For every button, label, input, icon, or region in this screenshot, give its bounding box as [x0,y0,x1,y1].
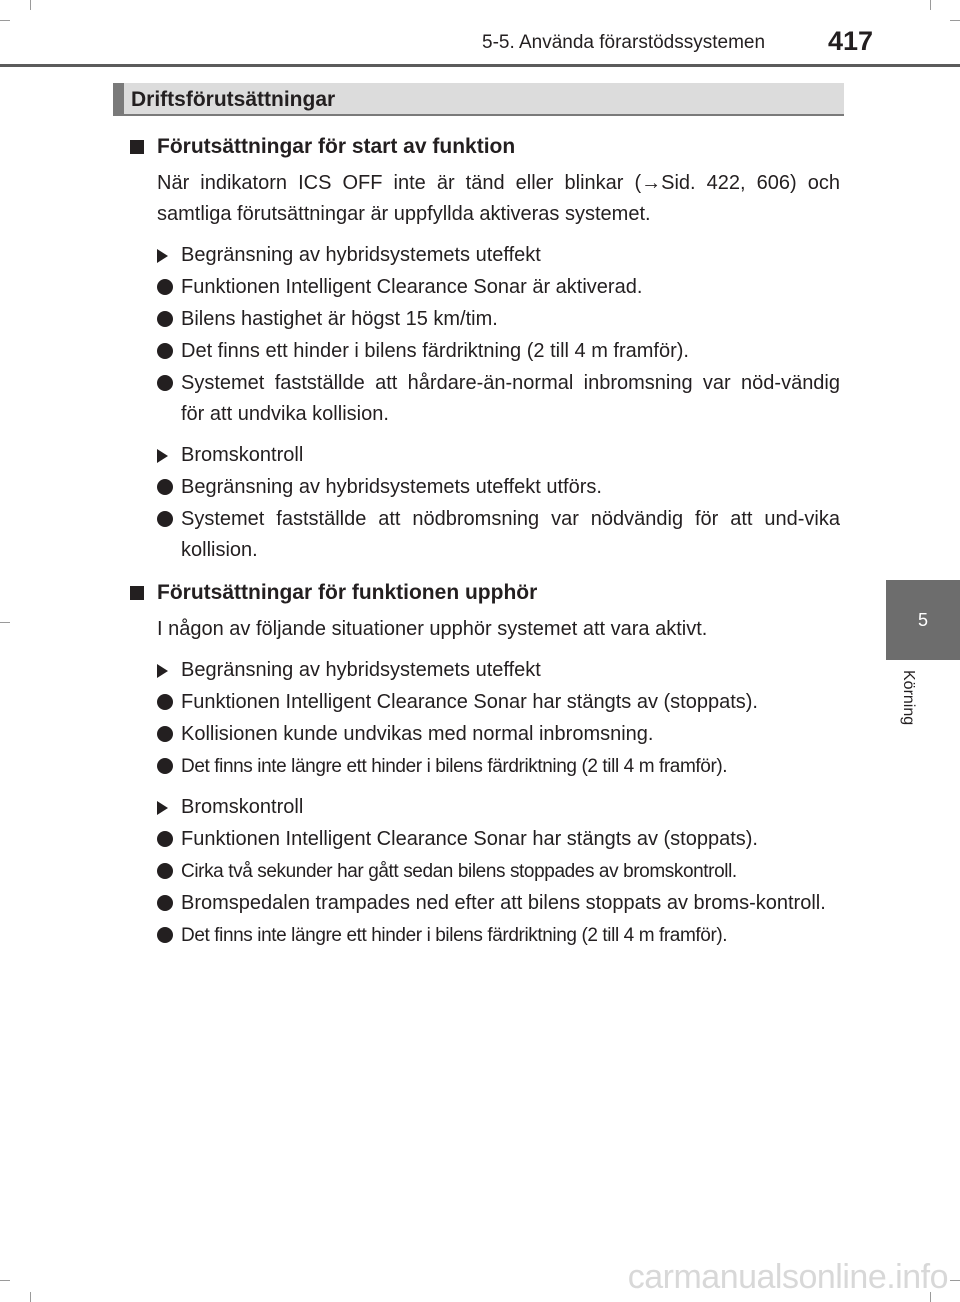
dot-bullet-icon [157,927,173,943]
list-item [130,751,840,782]
dot-bullet-icon [157,726,173,742]
list-item-text: Systemet fastställde att hårdare-än-normal inbromsning var nöd-vändig för att undvika kollision. [181,372,840,425]
group-title [130,655,840,686]
list-item-text: Funktionen Intelligent Clearance Sonar är aktiverad. [181,276,643,298]
section-header [113,83,844,116]
list-item [130,687,840,718]
section-header-bar [113,83,124,114]
crop-mark [950,1280,960,1281]
list-item-text: Funktionen Intelligent Clearance Sonar har stängts av (stoppats). [181,828,758,850]
chapter-tab-label: Körning [900,670,917,726]
list-item-text: Begränsning av hybridsystemets uteffekt utförs. [181,476,602,498]
crop-mark [0,20,10,21]
list-item [130,304,840,335]
dot-bullet-icon [157,279,173,295]
chapter-title: 5-5. Använda förarstödssystemen [482,32,766,53]
triangle-bullet-icon [157,801,168,815]
dot-bullet-icon [157,511,173,527]
crop-mark [0,622,10,623]
list-item-text: Bilens hastighet är högst 15 km/tim. [181,308,498,330]
group-title [130,792,840,823]
dot-bullet-icon [157,831,173,847]
subsection-heading [130,578,840,608]
list-item-text: Funktionen Intelligent Clearance Sonar har stängts av (stoppats). [181,691,758,713]
group-title [130,240,840,271]
dot-bullet-icon [157,694,173,710]
subsection-heading-text: Förutsättningar för start av funktion [157,135,516,158]
crop-mark [950,20,960,21]
watermark: carmanualsonline.info [627,1258,948,1296]
dot-bullet-icon [157,863,173,879]
subsection-heading [130,132,840,162]
list-item-text: Det finns inte längre ett hinder i bilens färdriktning (2 till 4 m framför). [181,925,728,946]
list-item [130,719,840,750]
list-item [130,336,840,367]
crop-mark [30,0,31,10]
crop-mark [930,0,931,10]
header-rule [0,64,960,67]
intro-paragraph: I någon av följande situationer upphör systemet att vara aktivt. [157,618,708,640]
list-item [130,888,840,919]
list-item [130,856,840,887]
square-bullet-icon [130,140,144,154]
dot-bullet-icon [157,895,173,911]
chapter-tab [886,580,960,660]
list-item [130,368,840,430]
group-title-text: Bromskontroll [181,444,304,466]
crop-mark [30,1292,31,1302]
group-title-text: Begränsning av hybridsystemets uteffekt [181,244,541,266]
group-title-text: Bromskontroll [181,796,304,818]
list-item [130,824,840,855]
square-bullet-icon [130,586,144,600]
triangle-bullet-icon [157,449,168,463]
list-item [130,920,840,951]
list-item-text: Det finns inte längre ett hinder i bilens färdriktning (2 till 4 m framför). [181,756,728,777]
triangle-bullet-icon [157,249,168,263]
intro-paragraph: När indikatorn ICS OFF inte är tänd eller blinkar (→Sid. 422, 606) och samtliga förutsättningar är uppfyllda aktiveras systemet. [157,172,840,225]
list-item-text: Kollisionen kunde undvikas med normal inbromsning. [181,723,654,745]
dot-bullet-icon [157,343,173,359]
list-item [130,272,840,303]
dot-bullet-icon [157,758,173,774]
list-item-text: Det finns ett hinder i bilens färdriktning (2 till 4 m framför). [181,340,689,362]
group-title [130,440,840,471]
list-item-text: Cirka två sekunder har gått sedan bilens stoppades av bromskontroll. [181,861,737,882]
subsection-heading-text: Förutsättningar för funktionen upphör [157,581,538,604]
page-number: 417 [828,26,874,56]
section-title: Driftsförutsättningar [131,88,336,111]
group-title-text: Begränsning av hybridsystemets uteffekt [181,659,541,681]
dot-bullet-icon [157,479,173,495]
dot-bullet-icon [157,311,173,327]
list-item [130,504,840,566]
list-item-text: Systemet fastställde att nödbromsning var nödvändig för att und-vika kollision. [181,508,840,561]
crop-mark [0,1280,10,1281]
triangle-bullet-icon [157,664,168,678]
list-item [130,472,840,503]
chapter-tab-number: 5 [917,609,928,630]
dot-bullet-icon [157,375,173,391]
list-item-text: Bromspedalen trampades ned efter att bilens stoppats av broms-kontroll. [181,892,826,914]
content [130,124,840,951]
